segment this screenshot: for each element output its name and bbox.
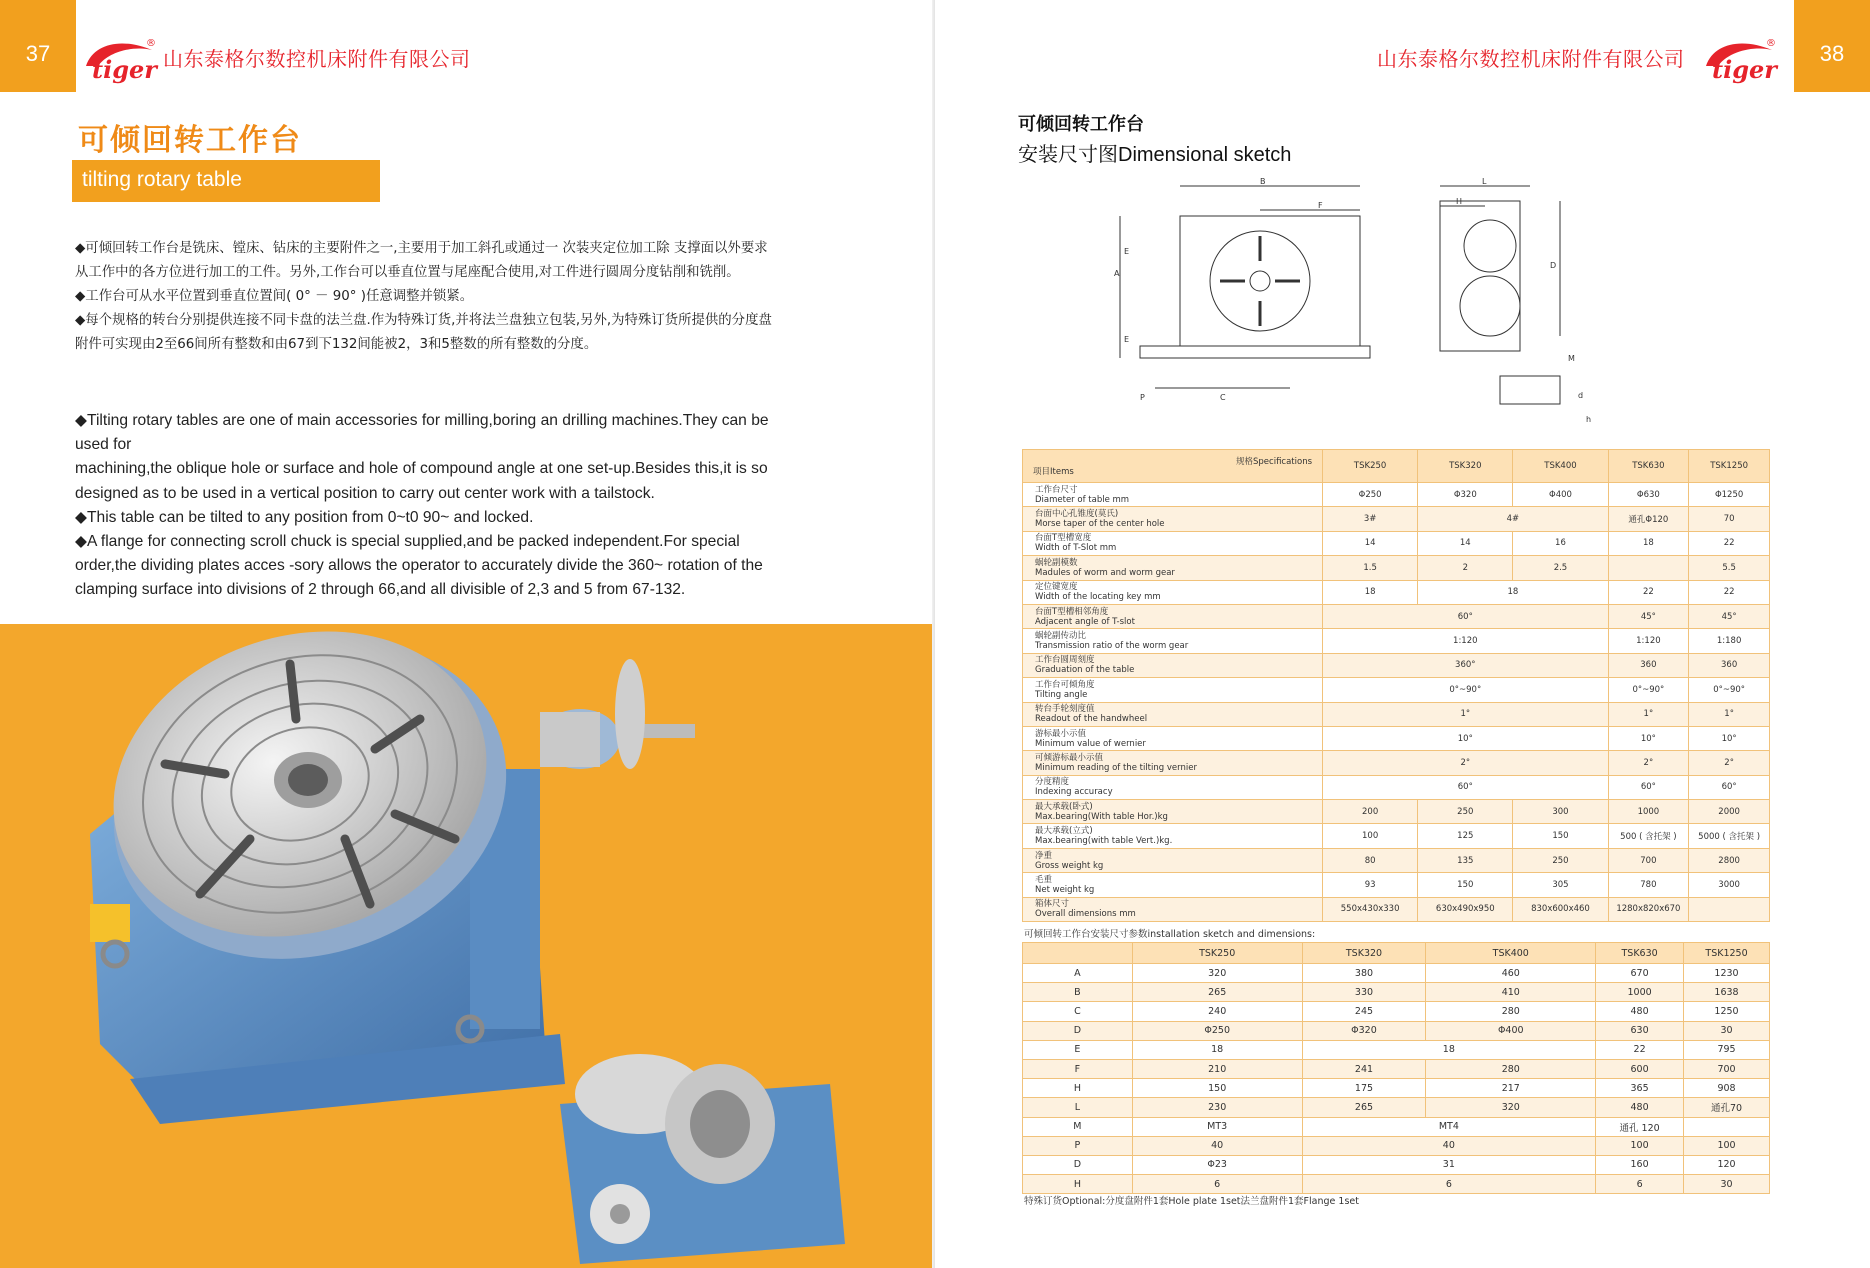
table-cell: Φ320 <box>1302 1021 1426 1040</box>
svg-text:L: L <box>1482 177 1487 186</box>
spec-item-cn: 分度精度 <box>1035 777 1070 788</box>
table-cell: 280 <box>1426 1002 1596 1021</box>
table-cell: 14 <box>1418 531 1513 555</box>
spec-row <box>1023 580 1770 604</box>
cn-line: ◆每个规格的转台分别提供连接不同卡盘的法兰盘.作为特殊订货,并将法兰盘独立包装,另外,为特殊订货所提供的分度盘 <box>75 313 772 328</box>
table-cell: P <box>1023 1136 1133 1155</box>
table-cell: 1:120 <box>1323 629 1609 653</box>
table-cell: 60° <box>1689 775 1770 799</box>
spec-item-cn: 最大承载(立式) <box>1035 826 1093 837</box>
table-cell: 380 <box>1302 964 1426 983</box>
spec-item-label <box>1023 556 1323 580</box>
table-cell: 1° <box>1608 702 1689 726</box>
spec-item-cn: 转台手轮刻度值 <box>1035 704 1095 715</box>
table-cell: Φ23 <box>1132 1155 1302 1174</box>
spec-row <box>1023 604 1770 628</box>
table-cell: 2.5 <box>1513 556 1608 580</box>
en-line: ◆A flange for connecting scroll chuck is special supplied,and be packed independent.For special <box>75 533 740 551</box>
table-cell: 31 <box>1302 1155 1596 1174</box>
table-cell: 410 <box>1426 983 1596 1002</box>
table-cell: 830x600x460 <box>1513 897 1608 921</box>
svg-text:tiger: tiger <box>1712 55 1777 84</box>
table-cell: 2° <box>1689 751 1770 775</box>
chinese-description <box>75 237 875 357</box>
table-cell: 3# <box>1323 507 1418 531</box>
spec-item-cn: 毛重 <box>1035 874 1053 885</box>
install-row <box>1023 1117 1770 1136</box>
svg-text:D: D <box>1550 261 1557 270</box>
spec-item-en: Max.bearing(with table Vert.)kg. <box>1035 836 1173 847</box>
table-cell: C <box>1023 1002 1133 1021</box>
table-cell: L <box>1023 1098 1133 1117</box>
model-header: TSK400 <box>1513 450 1608 483</box>
table-cell: 45° <box>1689 604 1770 628</box>
table-cell: 300 <box>1513 800 1608 824</box>
table-cell: 30 <box>1684 1021 1770 1040</box>
en-line: clamping surface into divisions of 2 through 66,and all divisible of 2,3 and 5 from 67-132. <box>75 581 686 599</box>
model-header: TSK320 <box>1302 943 1426 964</box>
items-label: 项目Items <box>1033 467 1074 477</box>
english-description <box>75 409 865 603</box>
spec-item-en: Morse taper of the center hole <box>1035 519 1165 530</box>
table-cell: 630 <box>1596 1021 1684 1040</box>
spec-item-en: Diameter of table mm <box>1035 494 1130 505</box>
dimensional-sketch <box>1100 176 1660 436</box>
model-header: TSK400 <box>1426 943 1596 964</box>
spec-corner-cell <box>1023 450 1323 483</box>
table-cell: 245 <box>1302 1002 1426 1021</box>
table-cell: Φ250 <box>1323 483 1418 507</box>
table-cell: 700 <box>1684 1059 1770 1078</box>
table-cell: 通孔 120 <box>1596 1117 1684 1136</box>
table-cell: 1000 <box>1608 800 1689 824</box>
spec-item-label <box>1023 507 1323 531</box>
spec-item-en: Gross weight kg <box>1035 860 1104 871</box>
table-cell: 250 <box>1418 800 1513 824</box>
spec-row <box>1023 897 1770 921</box>
spec-item-cn: 定位键宽度 <box>1035 582 1078 593</box>
spec-item-label <box>1023 483 1323 507</box>
company-name-left: 山东泰格尔数控机床附件有限公司 <box>163 47 471 71</box>
table-cell: 365 <box>1596 1079 1684 1098</box>
install-row <box>1023 1155 1770 1174</box>
table-cell: 1:180 <box>1689 629 1770 653</box>
table-cell: 1° <box>1323 702 1609 726</box>
table-cell: 360° <box>1323 653 1609 677</box>
table-cell: 2800 <box>1689 848 1770 872</box>
en-line: ◆Tilting rotary tables are one of main accessories for milling,boring an drilling machines.They can be <box>75 412 769 429</box>
spec-item-cn: 工作台可倾角度 <box>1035 679 1095 690</box>
install-row <box>1023 1040 1770 1059</box>
table-cell: 2° <box>1608 751 1689 775</box>
table-cell: 1° <box>1689 702 1770 726</box>
table-cell: 2 <box>1418 556 1513 580</box>
spec-item-label <box>1023 726 1323 750</box>
table-cell: 70 <box>1689 507 1770 531</box>
model-header: TSK1250 <box>1689 450 1770 483</box>
table-cell: Φ320 <box>1418 483 1513 507</box>
spec-item-en: Tilting angle <box>1035 689 1088 700</box>
spec-item-cn: 可倾游标最小示值 <box>1035 752 1104 763</box>
page-number-left: 37 <box>0 0 76 92</box>
table-cell: 3000 <box>1689 873 1770 897</box>
table-cell: 16 <box>1513 531 1608 555</box>
install-table-body <box>1023 964 1770 1194</box>
table-cell <box>1684 1117 1770 1136</box>
table-cell: 5.5 <box>1689 556 1770 580</box>
model-header: TSK630 <box>1596 943 1684 964</box>
svg-text:H: H <box>1456 197 1463 206</box>
spec-item-cn: 蜗轮副模数 <box>1035 557 1078 568</box>
table-cell: 100 <box>1684 1136 1770 1155</box>
table-cell: 600 <box>1596 1059 1684 1078</box>
spec-item-label <box>1023 897 1323 921</box>
table-cell: 22 <box>1689 531 1770 555</box>
spec-item-label <box>1023 678 1323 702</box>
table-cell: 60° <box>1608 775 1689 799</box>
table-cell: 780 <box>1608 873 1689 897</box>
table-cell: 360 <box>1689 653 1770 677</box>
svg-text:d: d <box>1578 391 1584 400</box>
tiger-logo <box>80 32 162 92</box>
table-cell: 通孔70 <box>1684 1098 1770 1117</box>
spec-item-cn: 净重 <box>1035 850 1053 861</box>
spec-item-en: Madules of worm and worm gear <box>1035 567 1175 578</box>
spec-row <box>1023 775 1770 799</box>
spec-item-en: Graduation of the table <box>1035 665 1135 676</box>
table-cell: 10° <box>1608 726 1689 750</box>
svg-text:h: h <box>1586 415 1592 424</box>
spec-item-en: Minimum reading of the tilting vernier <box>1035 762 1197 773</box>
table-cell: Φ250 <box>1132 1021 1302 1040</box>
svg-text:E: E <box>1124 247 1130 256</box>
spec-item-en: Net weight kg <box>1035 884 1095 895</box>
svg-text:P: P <box>1140 393 1145 402</box>
install-dimension-table <box>1022 942 1770 1194</box>
table-cell: 18 <box>1323 580 1418 604</box>
table-cell: Φ400 <box>1513 483 1608 507</box>
table-cell: 30 <box>1684 1175 1770 1194</box>
spec-item-label <box>1023 702 1323 726</box>
table-cell: 500 ( 含托架 ) <box>1608 824 1689 848</box>
table-cell: 135 <box>1418 848 1513 872</box>
table-cell: MT3 <box>1132 1117 1302 1136</box>
install-caption: 可倾回转工作台安装尺寸参数installation sketch and dimensions: <box>1024 929 1316 940</box>
spec-row <box>1023 702 1770 726</box>
table-cell: 125 <box>1418 824 1513 848</box>
table-cell: 18 <box>1302 1040 1596 1059</box>
install-row <box>1023 983 1770 1002</box>
table-cell: 250 <box>1513 848 1608 872</box>
table-cell: 6 <box>1596 1175 1684 1194</box>
table-cell: MT4 <box>1302 1117 1596 1136</box>
model-header: TSK630 <box>1608 450 1689 483</box>
spec-item-label <box>1023 824 1323 848</box>
table-cell: 908 <box>1684 1079 1770 1098</box>
cn-line: 附件可实现由2至66间所有整数和由67到下132间能被2，3和5整数的所有整数的分度。 <box>75 337 598 352</box>
spec-item-en: Max.bearing(With table Hor.)kg <box>1035 811 1168 822</box>
svg-text:®: ® <box>146 38 156 49</box>
spec-item-en: Indexing accuracy <box>1035 787 1113 798</box>
table-cell <box>1608 556 1689 580</box>
model-header: TSK250 <box>1132 943 1302 964</box>
table-cell: 10° <box>1323 726 1609 750</box>
table-cell: 通孔Φ120 <box>1608 507 1689 531</box>
spec-row <box>1023 653 1770 677</box>
spec-item-en: Overall dimensions mm <box>1035 909 1136 920</box>
table-cell: 210 <box>1132 1059 1302 1078</box>
table-cell: 0°~90° <box>1689 678 1770 702</box>
table-cell: B <box>1023 983 1133 1002</box>
rotary-table-photo <box>0 624 935 1268</box>
spec-table-body <box>1023 483 1770 922</box>
optional-accessories-note: 特殊订货Optional:分度盘附件1套Hole plate 1set法兰盘附件1套Flange 1set <box>1024 1196 1359 1207</box>
table-cell: 240 <box>1132 1002 1302 1021</box>
spec-item-label <box>1023 873 1323 897</box>
table-cell: 480 <box>1596 1098 1684 1117</box>
specification-table <box>1022 449 1770 922</box>
spec-item-label <box>1023 629 1323 653</box>
en-line: order,the dividing plates acces -sory allows the operator to accurately divide the 360~ rotation of the <box>75 557 763 575</box>
spec-item-label <box>1023 751 1323 775</box>
tiger-logo <box>1700 32 1782 92</box>
table-cell: 40 <box>1302 1136 1596 1155</box>
table-cell: Φ400 <box>1426 1021 1596 1040</box>
en-line: ◆This table can be tilted to any position from 0~t0 90~ and locked. <box>75 508 534 526</box>
table-cell: Φ630 <box>1608 483 1689 507</box>
table-cell: 1.5 <box>1323 556 1418 580</box>
install-row <box>1023 964 1770 983</box>
svg-text:®: ® <box>1766 38 1776 49</box>
table-cell: 6 <box>1132 1175 1302 1194</box>
table-cell: D <box>1023 1155 1133 1174</box>
table-cell: 320 <box>1132 964 1302 983</box>
install-row <box>1023 1002 1770 1021</box>
table-cell: 14 <box>1323 531 1418 555</box>
table-cell: 100 <box>1596 1136 1684 1155</box>
spec-item-cn: 工作台尺寸 <box>1035 484 1078 495</box>
cn-line: ◆可倾回转工作台是铣床、镗床、钻床的主要附件之一,主要用于加工斜孔或通过一 次装夹定位加工除 支撑面以外要求 <box>75 241 768 256</box>
spec-header-row <box>1023 450 1770 483</box>
spec-item-en: Readout of the handwheel <box>1035 714 1148 725</box>
table-cell: Φ1250 <box>1689 483 1770 507</box>
table-cell: 22 <box>1608 580 1689 604</box>
model-header: TSK320 <box>1418 450 1513 483</box>
en-line: machining,the oblique hole or surface and hole of compound angle at one set-up.Besides this,it is so <box>75 460 768 478</box>
spec-item-en: Transmission ratio of the worm gear <box>1035 641 1189 652</box>
product-title-en: tilting rotary table <box>72 160 380 202</box>
table-cell: 280 <box>1426 1059 1596 1078</box>
spec-item-en: Adjacent angle of T-slot <box>1035 616 1135 627</box>
table-cell: 18 <box>1132 1040 1302 1059</box>
spec-row <box>1023 483 1770 507</box>
table-cell: 80 <box>1323 848 1418 872</box>
table-cell: 1000 <box>1596 983 1684 1002</box>
spec-row <box>1023 800 1770 824</box>
model-header: TSK1250 <box>1684 943 1770 964</box>
table-cell: 45° <box>1608 604 1689 628</box>
sketch-title-cn: 可倾回转工作台 <box>1018 114 1144 135</box>
table-cell: 217 <box>1426 1079 1596 1098</box>
table-cell: 18 <box>1418 580 1608 604</box>
sketch-title-en: 安装尺寸图Dimensional sketch <box>1018 144 1292 166</box>
install-row <box>1023 1079 1770 1098</box>
table-cell: 150 <box>1132 1079 1302 1098</box>
page-number-right: 38 <box>1794 0 1870 92</box>
table-cell: 200 <box>1323 800 1418 824</box>
svg-text:M: M <box>1568 354 1575 363</box>
install-row <box>1023 1021 1770 1040</box>
svg-text:F: F <box>1318 201 1323 210</box>
spec-row <box>1023 848 1770 872</box>
spec-row <box>1023 726 1770 750</box>
table-cell: 1230 <box>1684 964 1770 983</box>
spec-item-cn: 游标最小示值 <box>1035 728 1087 739</box>
svg-text:B: B <box>1260 177 1266 186</box>
table-cell: 60° <box>1323 604 1609 628</box>
en-line: used for <box>75 436 132 454</box>
spec-item-cn: 箱体尺寸 <box>1035 899 1070 910</box>
spec-item-en: Minimum value of wernier <box>1035 738 1146 749</box>
table-cell: 320 <box>1426 1098 1596 1117</box>
table-cell: E <box>1023 1040 1133 1059</box>
install-header-row <box>1023 943 1770 964</box>
spec-item-label <box>1023 848 1323 872</box>
company-name-right: 山东泰格尔数控机床附件有限公司 <box>1377 47 1685 71</box>
table-cell: 795 <box>1684 1040 1770 1059</box>
table-cell: 40 <box>1132 1136 1302 1155</box>
table-cell: 2000 <box>1689 800 1770 824</box>
table-cell: 6 <box>1302 1175 1596 1194</box>
table-cell: 18 <box>1608 531 1689 555</box>
spec-row <box>1023 531 1770 555</box>
spec-item-cn: 台面T型槽宽度 <box>1035 533 1092 544</box>
table-cell: 1638 <box>1684 983 1770 1002</box>
product-photo-panel <box>0 624 935 1268</box>
model-header: TSK250 <box>1323 450 1418 483</box>
table-cell: H <box>1023 1079 1133 1098</box>
spec-item-label <box>1023 775 1323 799</box>
install-row <box>1023 1059 1770 1078</box>
table-cell: 2° <box>1323 751 1609 775</box>
table-cell: 305 <box>1513 873 1608 897</box>
table-cell <box>1689 897 1770 921</box>
table-cell: 460 <box>1426 964 1596 983</box>
table-cell: 120 <box>1684 1155 1770 1174</box>
table-cell: 630x490x950 <box>1418 897 1513 921</box>
table-cell: 150 <box>1418 873 1513 897</box>
table-cell: 230 <box>1132 1098 1302 1117</box>
table-cell: 5000 ( 含托架 ) <box>1689 824 1770 848</box>
table-cell: 670 <box>1596 964 1684 983</box>
table-cell: 360 <box>1608 653 1689 677</box>
table-cell: 480 <box>1596 1002 1684 1021</box>
table-cell: 1280x820x670 <box>1608 897 1689 921</box>
table-cell: 550x430x330 <box>1323 897 1418 921</box>
table-cell: 330 <box>1302 983 1426 1002</box>
table-cell: 100 <box>1323 824 1418 848</box>
spec-row <box>1023 629 1770 653</box>
table-cell: 0°~90° <box>1608 678 1689 702</box>
spec-row <box>1023 507 1770 531</box>
spec-item-cn: 蜗轮副传动比 <box>1035 631 1087 642</box>
table-cell: 265 <box>1302 1098 1426 1117</box>
spec-row <box>1023 678 1770 702</box>
spec-row <box>1023 556 1770 580</box>
svg-text:tiger: tiger <box>92 55 157 84</box>
spec-item-cn: 台面T型槽相邻角度 <box>1035 606 1109 617</box>
table-cell: 22 <box>1596 1040 1684 1059</box>
table-cell: 4# <box>1418 507 1608 531</box>
spec-row <box>1023 824 1770 848</box>
table-cell: 700 <box>1608 848 1689 872</box>
spec-item-cn: 工作台圆周刻度 <box>1035 655 1095 666</box>
cn-line: 从工作中的各方位进行加工的工件。另外,工作台可以垂直位置与尾座配合使用,对工件进行圆周分度钻削和铣削。 <box>75 265 740 280</box>
svg-text:C: C <box>1220 393 1226 402</box>
table-cell: 160 <box>1596 1155 1684 1174</box>
specifications-label: 规格Specifications <box>1236 457 1313 467</box>
install-row <box>1023 1098 1770 1117</box>
table-cell: A <box>1023 964 1133 983</box>
svg-text:A: A <box>1114 269 1120 278</box>
spec-item-en: Width of T-Slot mm <box>1035 543 1117 554</box>
spec-item-cn: 最大承载(卧式) <box>1035 801 1093 812</box>
table-cell: 93 <box>1323 873 1418 897</box>
spec-item-label <box>1023 653 1323 677</box>
table-cell: 1:120 <box>1608 629 1689 653</box>
spec-row <box>1023 873 1770 897</box>
product-title-cn: 可倾回转工作台 <box>78 123 302 158</box>
table-cell: D <box>1023 1021 1133 1040</box>
spec-row <box>1023 751 1770 775</box>
install-row <box>1023 1175 1770 1194</box>
table-cell: 1250 <box>1684 1002 1770 1021</box>
table-cell: 241 <box>1302 1059 1426 1078</box>
table-cell: 60° <box>1323 775 1609 799</box>
table-cell: 265 <box>1132 983 1302 1002</box>
table-cell: F <box>1023 1059 1133 1078</box>
table-cell: 175 <box>1302 1079 1426 1098</box>
svg-text:E: E <box>1124 335 1130 344</box>
spec-item-label <box>1023 604 1323 628</box>
install-row <box>1023 1136 1770 1155</box>
spec-item-label <box>1023 580 1323 604</box>
table-cell: 150 <box>1513 824 1608 848</box>
table-cell: 10° <box>1689 726 1770 750</box>
table-cell: 22 <box>1689 580 1770 604</box>
cn-line: ◆工作台可从水平位置到垂直位置间( 0° － 90° )任意调整并锁紧。 <box>75 289 474 304</box>
en-line: designed as to be used in a vertical position to carry out center work with a tailstock. <box>75 484 655 502</box>
table-cell: H <box>1023 1175 1133 1194</box>
table-cell: 0°~90° <box>1323 678 1609 702</box>
spec-item-cn: 台面中心孔锥度(莫氏) <box>1035 509 1119 520</box>
spec-item-en: Width of the locating key mm <box>1035 592 1161 603</box>
spec-item-label <box>1023 531 1323 555</box>
install-corner-cell <box>1023 943 1133 964</box>
spec-item-label <box>1023 800 1323 824</box>
table-cell: M <box>1023 1117 1133 1136</box>
